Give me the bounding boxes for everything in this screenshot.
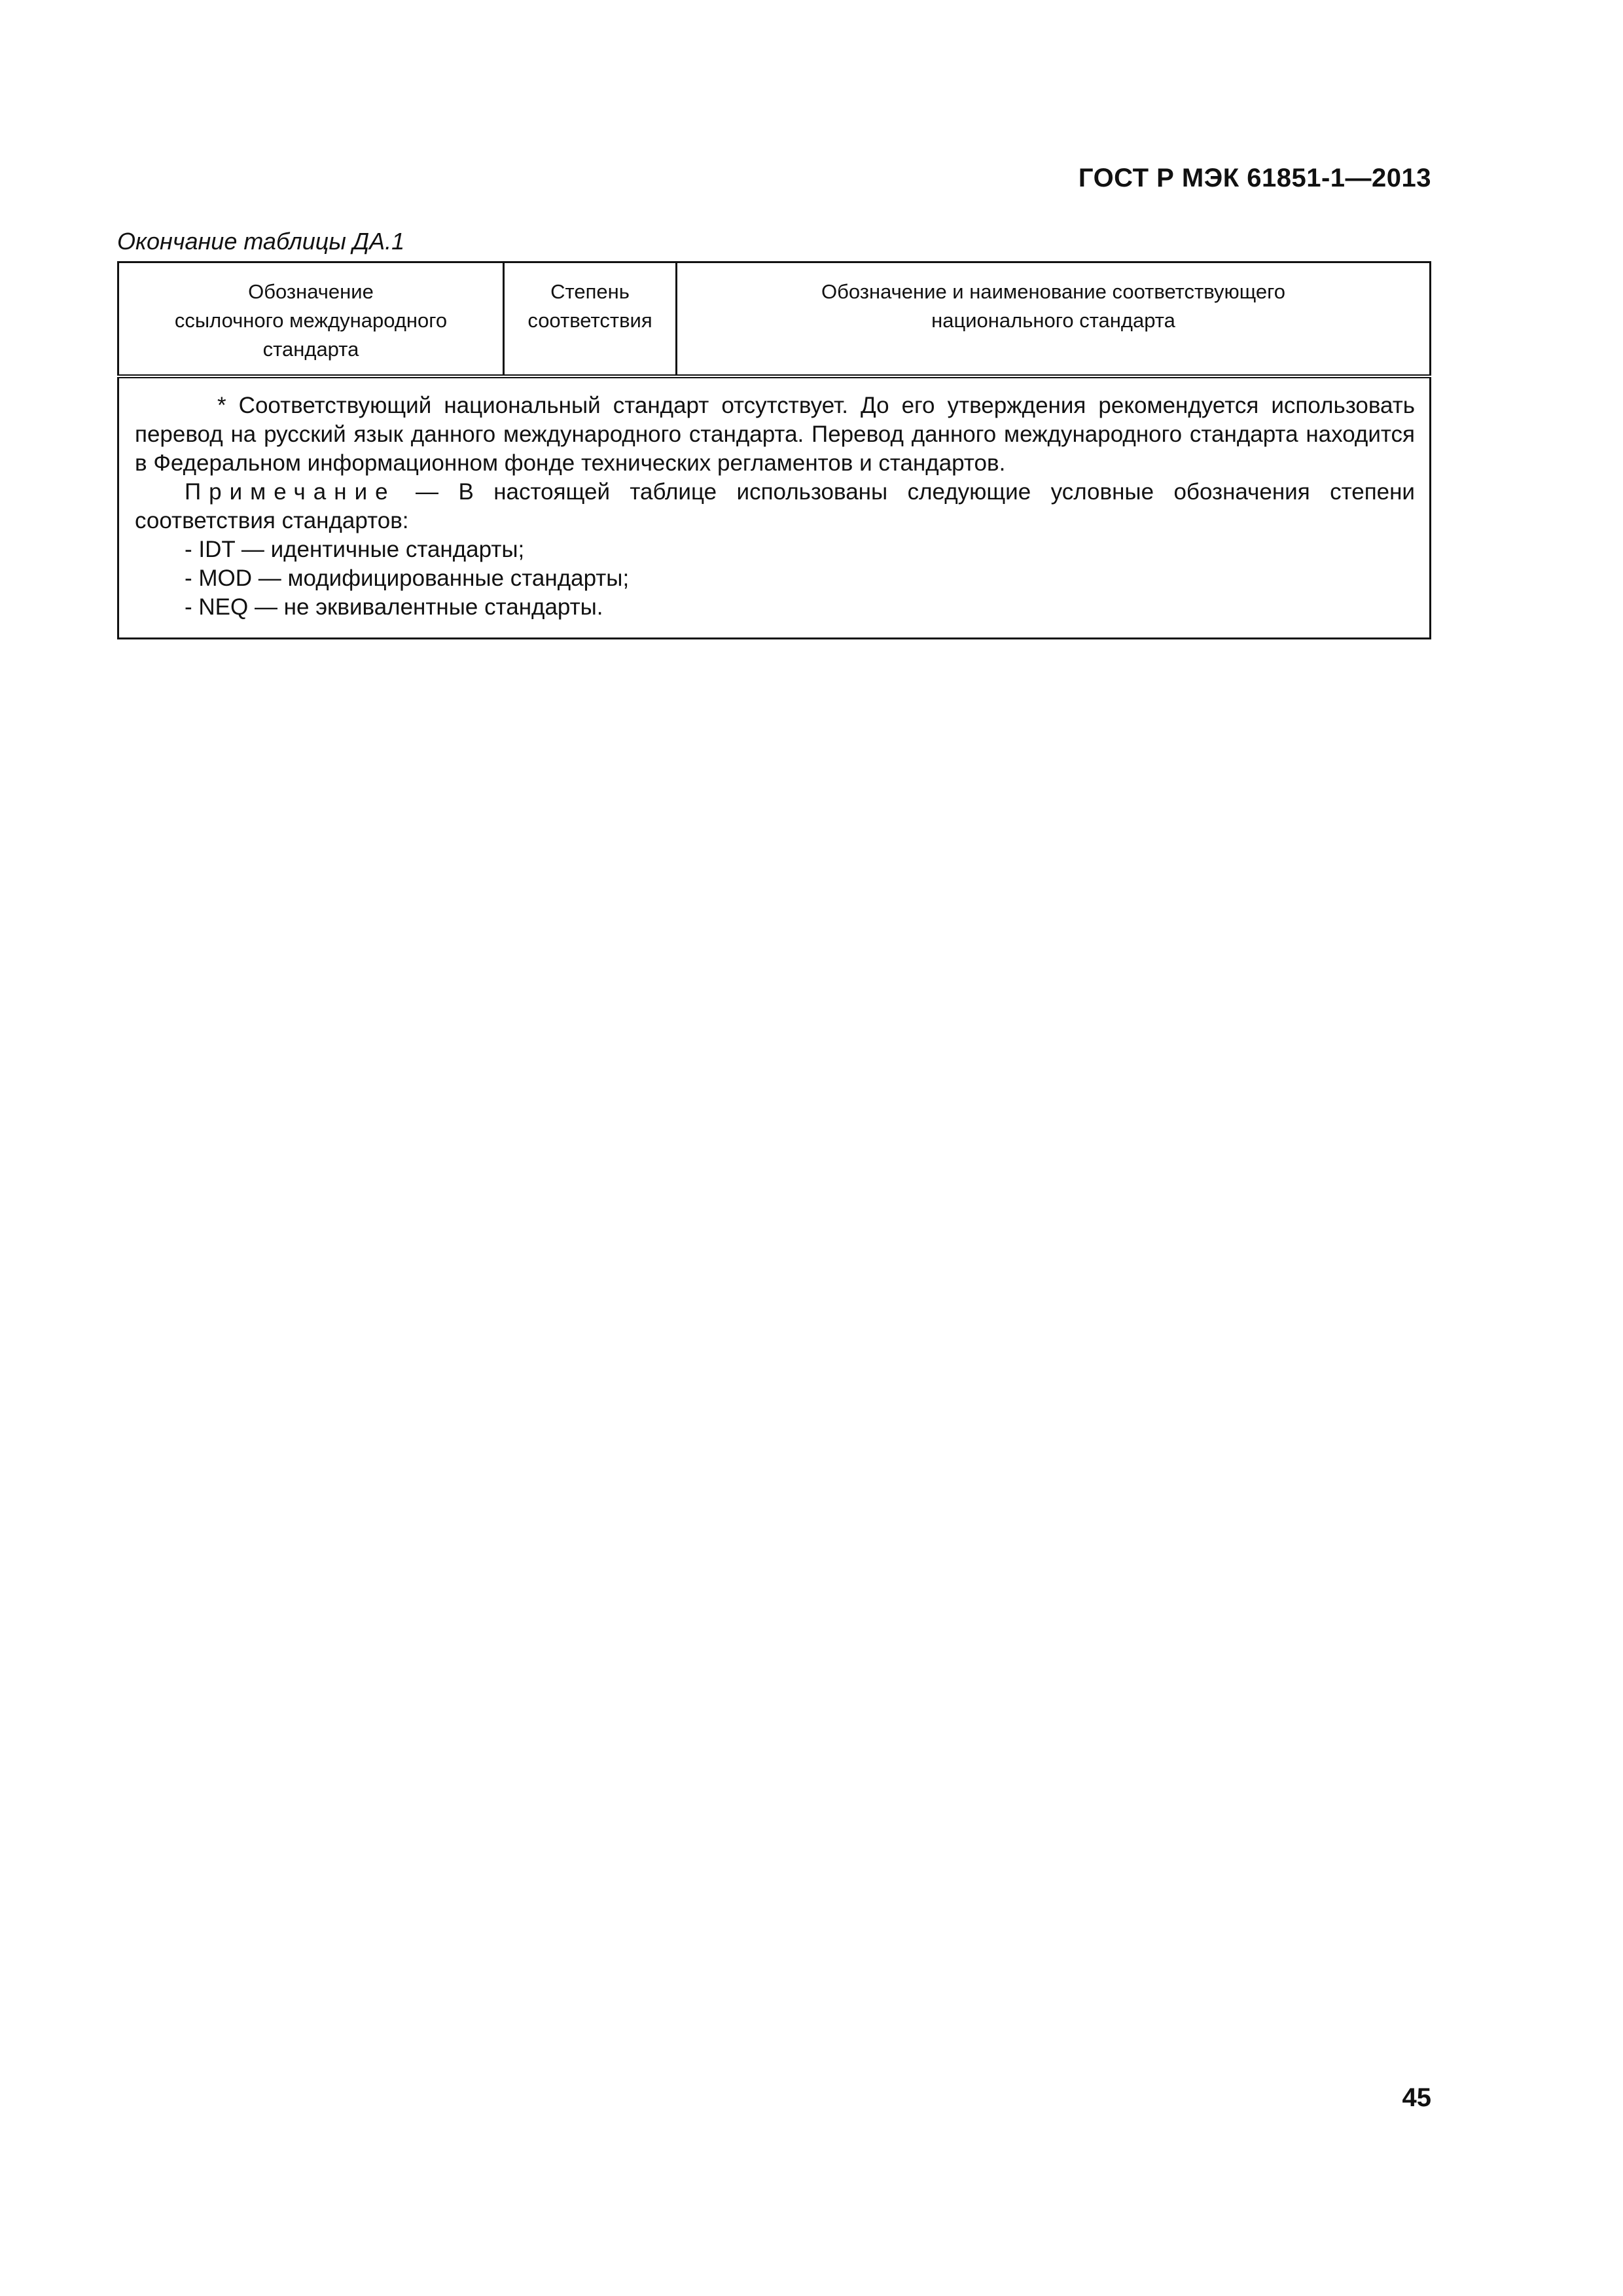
table-header-row	[118, 262, 1431, 376]
legend-item-neq: - NEQ — не эквивалентные стандарты.	[185, 594, 603, 620]
note-paragraph	[135, 478, 1415, 535]
header-line: стандарта	[262, 338, 359, 361]
footnote-text: * Соответствующий национальный стандарт отсутствует. До его утверждения рекомендуется использовать перевод на русский язык данного международного стандарта. Перевод данного международного стандарта находится в Федеральном информационном фонде технических регламентов и стандартов.	[135, 392, 1415, 476]
header-line: Степень	[550, 280, 630, 303]
table-caption: Окончание таблицы ДА.1	[117, 228, 405, 255]
header-line: ссылочного международного	[174, 309, 448, 332]
legend-item-mod: - MOD — модифицированные стандарты;	[185, 565, 630, 591]
header-line: национального стандарта	[931, 309, 1175, 332]
header-line: соответствия	[527, 309, 652, 332]
note-label: Примечание	[185, 478, 396, 505]
page-number: 45	[1402, 2083, 1431, 2112]
header-intl-standard	[118, 262, 504, 376]
table-notes-cell	[118, 376, 1431, 639]
note-text: — В настоящей таблице использованы следующие условные обозначения степени соответствия стандартов:	[135, 478, 1415, 533]
header-line: Обозначение	[248, 280, 374, 303]
legend-item-idt: - IDT — идентичные стандарты;	[185, 536, 525, 562]
header-degree	[504, 262, 677, 376]
header-line: Обозначение и наименование соответствующего	[821, 280, 1286, 303]
header-national-standard	[677, 262, 1431, 376]
table-notes-row	[118, 376, 1431, 639]
document-code: ГОСТ Р МЭК 61851-1—2013	[1078, 164, 1431, 192]
reference-standards-table	[117, 261, 1431, 639]
